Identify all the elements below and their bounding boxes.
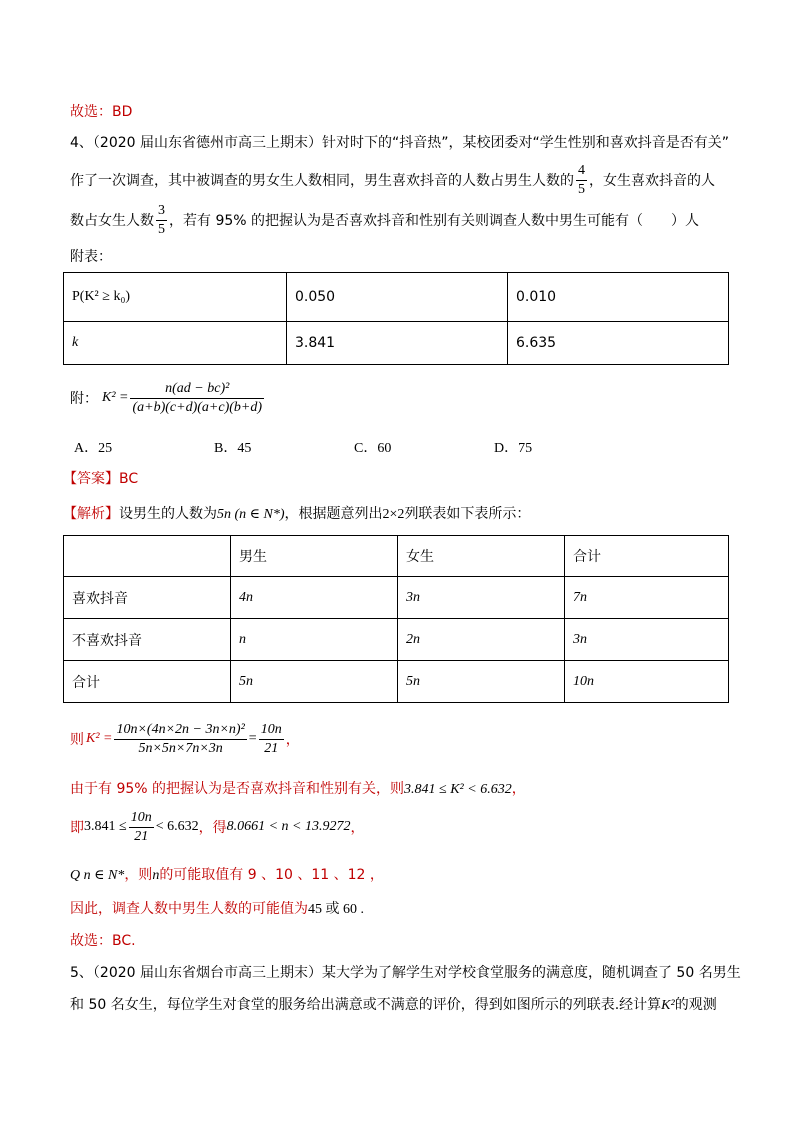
table-row: [64, 536, 729, 577]
option-d: D．75: [494, 441, 533, 456]
final-answer: 故选：BC.: [70, 933, 136, 949]
table-cell: [64, 536, 231, 577]
table-cell: k: [64, 322, 287, 365]
solution-text: 因此，调查人数中男生人数的可能值为: [70, 901, 308, 917]
solution-text: ，则: [124, 867, 153, 883]
formula-line: [70, 375, 266, 421]
calc-label: 则: [70, 732, 84, 748]
solution-line-b: [70, 804, 365, 850]
math-expression: 2×2: [382, 507, 405, 522]
solution-text: 由于有 95% 的把握认为是否喜欢抖音和性别有关，则: [70, 781, 405, 797]
solution-text: 的可能取值有 9 、10 、11 、12 ，: [159, 867, 384, 883]
math-expression: K²: [661, 998, 675, 1013]
question-4-line-3: [70, 200, 699, 240]
table-cell: 5n: [398, 661, 565, 703]
table-cell: 合计: [64, 661, 231, 703]
answer-options: [74, 437, 634, 457]
math-expression: K² =: [86, 731, 113, 746]
table-cell: 7n: [565, 577, 729, 619]
answer-value: BC: [119, 471, 139, 487]
option-b: B．45: [214, 441, 252, 456]
table-cell: 喜欢抖音: [64, 577, 231, 619]
question-number: 4、: [70, 135, 93, 151]
fraction-three-fifths: $\frac{3}{5}$: [158, 202, 165, 237]
analysis-tag: 【解析】: [63, 506, 119, 522]
previous-answer: 故选：BD: [70, 104, 133, 120]
question-text: 数占女生人数: [70, 213, 154, 229]
table-cell: 3.841: [287, 322, 508, 365]
question-text: ，女生喜欢抖音的人: [589, 173, 715, 189]
math-expression: 8.0661 < n < 13.9272: [226, 819, 351, 834]
contingency-table: [63, 535, 729, 703]
table-row: [64, 577, 729, 619]
analysis-line: [63, 503, 530, 523]
question-text: 和 50 名女生，每位学生对食堂的服务给出满意或不满意的评价，得到如图所示的列联表.经计算: [70, 997, 662, 1013]
question-5-line-1: 5、（2020 届山东省烟台市高三上期末）某大学为了解学生对学校食堂服务的满意度，随机调查了 50 名男生: [70, 965, 741, 981]
table-cell: 6.635: [508, 322, 729, 365]
option-c: C．60: [354, 441, 392, 456]
table-cell: P(K² ≥ k₀): [64, 273, 287, 322]
analysis-text: ，根据题意列出: [284, 506, 383, 522]
analysis-text: 设男生的人数为: [119, 506, 217, 522]
critical-value-table: [63, 272, 729, 365]
question-text: ，若有 95% 的把握认为是否喜欢抖音和性别有关则调查人数中男生可能有（ ）人: [169, 213, 700, 229]
answer-line: [63, 468, 138, 488]
solution-text: ，得: [198, 820, 227, 836]
solution-text: 即: [70, 820, 84, 836]
appendix-label: 附表：: [70, 249, 112, 265]
table-cell: 3n: [565, 619, 729, 661]
formula-lhs: K² =: [102, 390, 129, 405]
table-cell: 2n: [398, 619, 565, 661]
table-cell: 0.050: [287, 273, 508, 322]
question-4-line-1: [70, 132, 729, 152]
question-5-line-2: [70, 994, 717, 1014]
calc-result-fraction: $\frac{10n}{21}$: [260, 721, 282, 756]
table-cell: 4n: [231, 577, 398, 619]
analysis-text: 列联表如下表所示：: [404, 506, 531, 522]
math-expression: 5n (n ∈ N*): [217, 507, 285, 522]
math-expression: 3.841 ≤: [84, 819, 127, 834]
fraction-four-fifths: $\frac{4}{5}$: [578, 162, 585, 197]
question-text: 的观测: [674, 997, 717, 1013]
table-cell: 5n: [231, 661, 398, 703]
question-text: 针对时下的“抖音热”，某校团委对“学生性别和喜欢抖音是否有关”: [322, 135, 730, 151]
solution-line-c: [70, 864, 384, 884]
answer-tag: 【答案】: [63, 471, 119, 487]
table-row: [64, 661, 729, 703]
table-cell: 合计: [565, 536, 729, 577]
math-expression: 45 或 60 .: [308, 902, 364, 917]
table-row: [64, 619, 729, 661]
question-text: 作了一次调查，其中被调查的男女生人数相同，男生喜欢抖音的人数占男生人数的: [70, 173, 574, 189]
solution-line-a: [70, 778, 526, 798]
question-4-line-2: [70, 160, 715, 200]
formula-fraction: $\frac{\text{n(ad − bc)²}}{(a+b)(c+d)(a+c)(b+d)}$: [132, 380, 262, 415]
table-row: [64, 322, 729, 365]
punctuation: ，: [350, 820, 365, 836]
option-a: A．25: [74, 441, 113, 456]
calc-fraction: $\frac{\text{10n×(4n×2n − 3n×n)²}}{5n\times 5n\times 7n\times 3n}$: [116, 721, 245, 756]
math-expression: < 6.632: [155, 819, 199, 834]
table-cell: 3n: [398, 577, 565, 619]
solution-line-d: [70, 898, 364, 918]
punctuation: ，: [511, 781, 526, 797]
formula-label: 附：: [70, 391, 98, 407]
inequality-fraction: $\frac{10n}{21}$: [130, 809, 152, 844]
calc-line: [70, 716, 300, 762]
table-cell: 女生: [398, 536, 565, 577]
table-cell: n: [231, 619, 398, 661]
table-cell: 不喜欢抖音: [64, 619, 231, 661]
math-expression: Q n ∈ N*: [70, 868, 125, 883]
math-expression: 3.841 ≤ K² < 6.632: [404, 782, 512, 797]
table-cell: 10n: [565, 661, 729, 703]
question-source: （2020 届山东省德州市高三上期末）: [92, 135, 323, 151]
table-row: [64, 273, 729, 322]
punctuation: ，: [285, 732, 300, 748]
math-expression: n: [152, 868, 160, 883]
table-cell: 0.010: [508, 273, 729, 322]
table-cell: 男生: [231, 536, 398, 577]
math-expression: =: [248, 731, 257, 746]
